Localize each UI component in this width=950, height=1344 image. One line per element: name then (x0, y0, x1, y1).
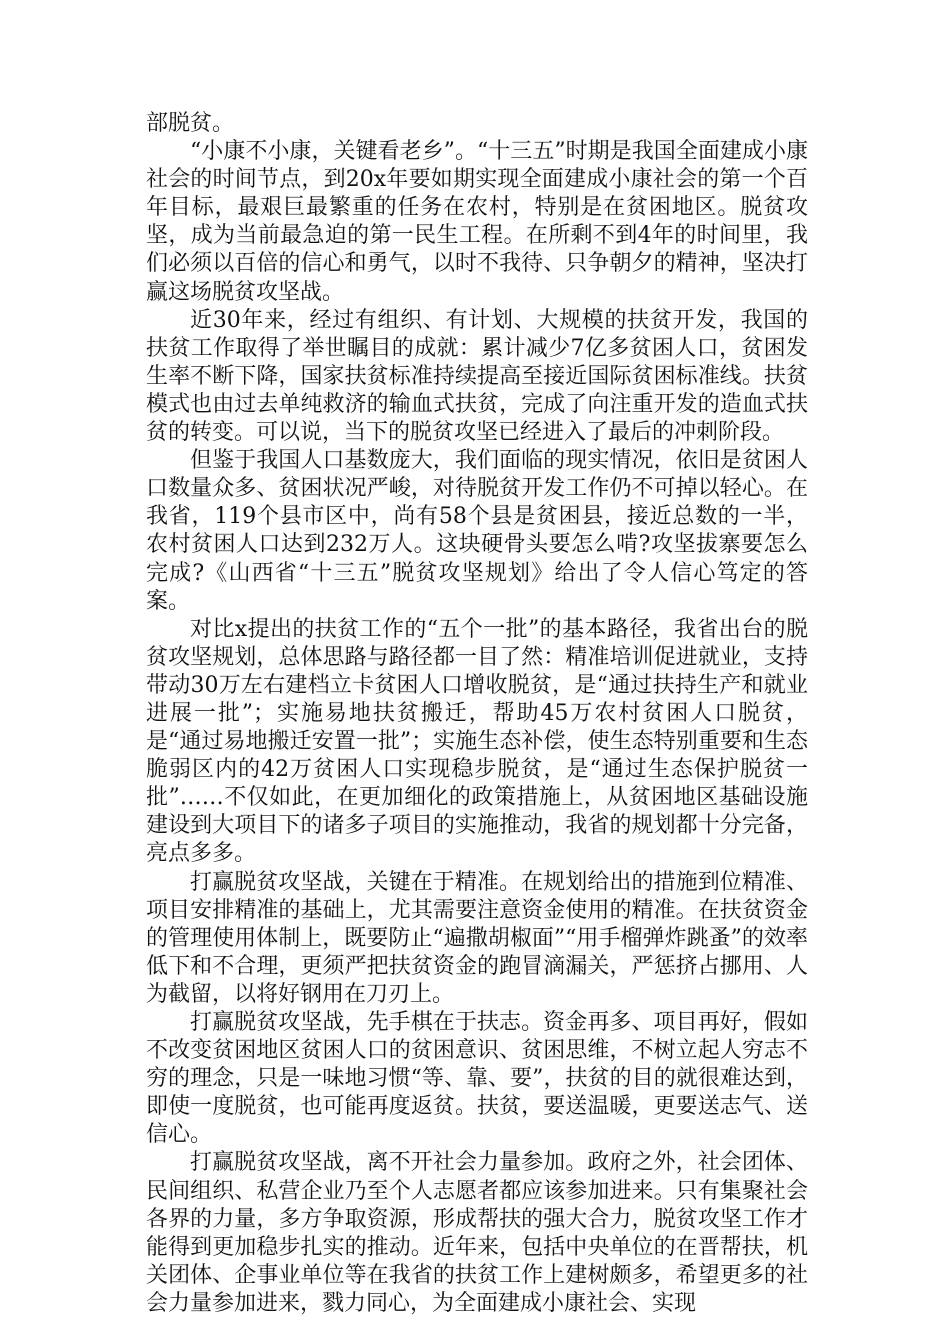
paragraph-7: 打赢脱贫攻坚战，先手棋在于扶志。资金再多、项目再好，假如不改变贫困地区贫困人口的贫困意识、贫困思维，不树立起人穷志不穷的理念，只是一味地习惯“等、靠、要”，扶贫的目的就很难达到，即使一度脱贫，也可能再度返贫。扶贫，要送温暖，更要送志气、送信心。 (146, 1010, 808, 1148)
paragraph-8: 打赢脱贫攻坚战，离不开社会力量参加。政府之外，社会团体、民间组织、私营企业乃至个人志愿者都应该参加进来。只有集聚社会各界的力量，多方争取资源，形成帮扶的强大合力，脱贫攻坚工作才能得到更加稳步扎实的推动。近年来，包括中央单位的在晋帮扶，机关团体、企事业单位等在我省的扶贫工作上建树颇多，希望更多的社会力量参加进来，戮力同心，为全面建成小康社会、实现 (146, 1150, 808, 1316)
paragraph-6: 打赢脱贫攻坚战，关键在于精准。在规划给出的措施到位精准、项目安排精准的基础上，尤其需要注意资金使用的精准。在扶贫资金的管理使用体制上，既要防止“遍撒胡椒面”“用手榴弹炸跳蚤”的效率低下和不合理，更须严把扶贫资金的跑冒滴漏关，严惩挤占挪用、人为截留，以将好钢用在刀刃上。 (146, 869, 808, 1007)
paragraph-3: 近30年来，经过有组织、有计划、大规模的扶贫开发，我国的扶贫工作取得了举世瞩目的成就：累计减少7亿多贫困人口，贫困发生率不断下降，国家扶贫标准持续提高至接近国际贫困标准线。扶贫模式也由过去单纯救济的输血式扶贫，完成了向注重开发的造血式扶贫的转变。可以说，当下的脱贫攻坚已经进入了最后的冲刺阶段。 (146, 307, 808, 446)
document-body (146, 110, 808, 1318)
paragraph-1: 部脱贫。 (146, 111, 235, 136)
paragraph-5: 对比x提出的扶贫工作的“五个一批”的基本路径，我省出台的脱贫攻坚规划，总体思路与路径都一目了然：精准培训促进就业，支持带动30万左右建档立卡贫困人口增收脱贫，是“通过扶持生产和就业进展一批”；实施易地扶贫搬迁，帮助45万农村贫困人口脱贫，是“通过易地搬迁安置一批”；实施生态补偿，使生态特别重要和生态脆弱区内的42万贫困人口实现稳步脱贫，是“通过生态保护脱贫一批”……不仅如此，在更加细化的政策措施上，从贫困地区基础设施建设到大项目下的诸多子项目的实施推动，我省的规划都十分完备，亮点多多。 (146, 616, 808, 867)
paragraph-4: 但鉴于我国人口基数庞大，我们面临的现实情况，依旧是贫困人口数量众多、贫困状况严峻，对待脱贫开发工作仍不可掉以轻心。在我省，119个县市区中，尚有58个县是贫困县，接近总数的一半，农村贫困人口达到232万人。这块硬骨头要怎么啃?攻坚拔寨要怎么完成?《山西省“十三五”脱贫攻坚规划》给出了令人信心笃定的答案。 (146, 448, 808, 614)
paragraph-2: “小康不小康，关键看老乡”。“十三五”时期是我国全面建成小康社会的时间节点，到20x年要如期实现全面建成小康社会的第一个百年目标，最艰巨最繁重的任务在农村，特别是在贫困地区。脱贫攻坚，成为当前最急迫的第一民生工程。在所剩不到4年的时间里，我们必须以百倍的信心和勇气，以时不我待、只争朝夕的精神，坚决打赢这场脱贫攻坚战。 (146, 139, 808, 305)
